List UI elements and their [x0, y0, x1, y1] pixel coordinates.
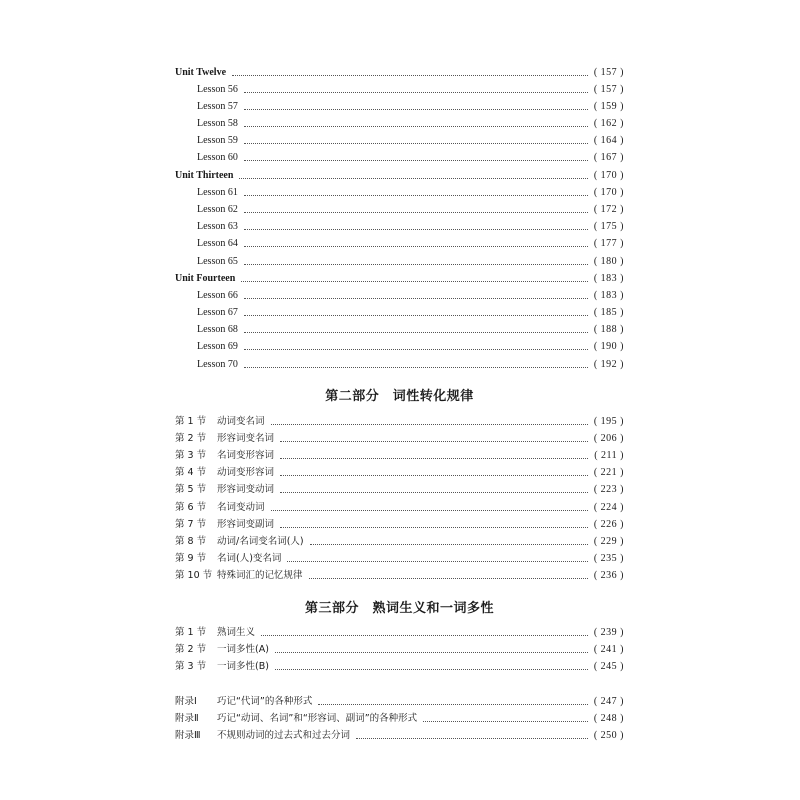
section-label: 第 10 节	[175, 570, 213, 581]
dot-leader	[244, 297, 588, 299]
section-title: 动词/名词变名词(人)	[217, 536, 304, 547]
toc-lesson-row	[175, 218, 624, 235]
toc-section-row	[175, 430, 624, 447]
toc-section-row	[175, 550, 624, 567]
dot-leader	[244, 211, 588, 213]
page-number: ( 188 )	[593, 324, 624, 335]
toc-lesson-row	[175, 132, 624, 149]
page-number: ( 236 )	[593, 570, 624, 581]
dot-leader	[244, 263, 588, 265]
page-number: ( 229 )	[593, 536, 624, 547]
toc-section-row	[175, 516, 624, 533]
dot-leader	[244, 91, 588, 93]
page-number: ( 180 )	[593, 256, 624, 267]
page-number: ( 211 )	[594, 450, 624, 461]
section-title: 名词(人)变名词	[217, 553, 282, 564]
part-heading: 第三部分 熟词生义和一词多性	[304, 601, 494, 616]
page-number: ( 224 )	[593, 502, 624, 513]
page-number: ( 170 )	[593, 170, 624, 181]
dot-leader	[309, 577, 588, 579]
toc-section-row	[175, 658, 624, 675]
toc-lesson-row	[175, 149, 624, 166]
dot-leader	[287, 560, 587, 562]
lesson-title: Lesson 70	[197, 359, 238, 370]
toc-appendix-row	[175, 710, 624, 727]
page-number: ( 226 )	[593, 519, 624, 530]
dot-leader	[280, 491, 588, 493]
section-title: 动词变名词	[217, 416, 265, 427]
lesson-title: Lesson 69	[197, 341, 238, 352]
page-number: ( 167 )	[593, 152, 624, 163]
toc-section-row	[175, 533, 624, 550]
lesson-title: Lesson 65	[197, 256, 238, 267]
appendix-title: 不规则动词的过去式和过去分词	[217, 730, 351, 741]
dot-leader	[244, 194, 588, 196]
page-number: ( 175 )	[593, 221, 624, 232]
appendix-title: 巧记“代词”的各种形式	[217, 696, 313, 707]
toc-lesson-row	[175, 338, 624, 355]
dot-leader	[244, 245, 588, 247]
unit-title: Unit Thirteen	[175, 170, 234, 181]
lesson-title: Lesson 62	[197, 204, 238, 215]
section-label: 第 1 节	[175, 627, 207, 638]
dot-leader	[280, 440, 588, 442]
toc-lesson-row	[175, 235, 624, 252]
section-label: 第 8 节	[175, 536, 207, 547]
lesson-title: Lesson 56	[197, 84, 238, 95]
dot-leader	[244, 331, 588, 333]
appendix-label: 附录Ⅲ	[175, 730, 201, 741]
dot-leader	[239, 177, 587, 179]
page-number: ( 159 )	[593, 101, 624, 112]
section-title: 一词多性(A)	[217, 644, 269, 655]
page-number: ( 172 )	[593, 204, 624, 215]
toc-section-row	[175, 567, 624, 584]
page-number: ( 183 )	[593, 273, 624, 284]
section-label: 第 9 节	[175, 553, 207, 564]
section-title: 动词变形容词	[217, 467, 275, 478]
dot-leader	[244, 125, 588, 127]
section-title: 熟词生义	[217, 627, 256, 638]
page-number: ( 162 )	[593, 118, 624, 129]
section-label: 第 3 节	[175, 450, 207, 461]
page-number: ( 248 )	[593, 713, 624, 724]
dot-leader	[244, 348, 588, 350]
section-title: 名词变动词	[217, 502, 265, 513]
toc-lesson-row	[175, 98, 624, 115]
dot-leader	[275, 651, 588, 653]
toc-unit-row	[175, 64, 624, 81]
toc-section-row	[175, 499, 624, 516]
dot-leader	[244, 159, 588, 161]
page-number: ( 190 )	[593, 341, 624, 352]
page-number: ( 170 )	[593, 187, 624, 198]
toc-section-row	[175, 481, 624, 498]
dot-leader	[244, 366, 588, 368]
section-label: 第 6 节	[175, 502, 207, 513]
dot-leader	[261, 634, 588, 636]
dot-leader	[244, 142, 588, 144]
page-number: ( 250 )	[593, 730, 624, 741]
toc-appendix-row	[175, 727, 624, 744]
dot-leader	[241, 280, 588, 282]
page-number: ( 245 )	[593, 661, 624, 672]
page-number: ( 157 )	[593, 67, 624, 78]
unit-title: Unit Fourteen	[175, 273, 236, 284]
toc-unit-row	[175, 167, 624, 184]
lesson-title: Lesson 63	[197, 221, 238, 232]
dot-leader	[271, 423, 588, 425]
toc-lesson-row	[175, 184, 624, 201]
dot-leader	[244, 314, 588, 316]
page-number: ( 235 )	[593, 553, 624, 564]
part-heading: 第二部分 词性转化规律	[325, 389, 474, 404]
page-number: ( 183 )	[593, 290, 624, 301]
toc-section-row	[175, 624, 624, 641]
lesson-title: Lesson 61	[197, 187, 238, 198]
page-number: ( 164 )	[593, 135, 624, 146]
page-number: ( 223 )	[593, 484, 624, 495]
page-number: ( 157 )	[593, 84, 624, 95]
lesson-title: Lesson 67	[197, 307, 238, 318]
appendix-label: 附录Ⅱ	[175, 713, 199, 724]
lesson-title: Lesson 64	[197, 238, 238, 249]
toc-unit-row	[175, 270, 624, 287]
toc-section-row	[175, 464, 624, 481]
section-label: 第 1 节	[175, 416, 207, 427]
section-label: 第 2 节	[175, 433, 207, 444]
toc-section-row	[175, 641, 624, 658]
dot-leader	[275, 668, 588, 670]
toc-lesson-row	[175, 115, 624, 132]
section-title: 形容词变副词	[217, 519, 275, 530]
lesson-title: Lesson 60	[197, 152, 238, 163]
page-number: ( 239 )	[593, 627, 624, 638]
toc-lesson-row	[175, 356, 624, 373]
page-number: ( 185 )	[593, 307, 624, 318]
dot-leader	[423, 720, 588, 722]
section-title: 一词多性(B)	[217, 661, 269, 672]
lesson-title: Lesson 68	[197, 324, 238, 335]
page-number: ( 247 )	[593, 696, 624, 707]
section-title: 名词变形容词	[217, 450, 275, 461]
unit-title: Unit Twelve	[175, 67, 227, 78]
lesson-title: Lesson 58	[197, 118, 238, 129]
section-title: 特殊词汇的记忆规律	[217, 570, 303, 581]
page-number: ( 192 )	[593, 359, 624, 370]
page-number: ( 177 )	[593, 238, 624, 249]
toc-appendix-row	[175, 693, 624, 710]
lesson-title: Lesson 57	[197, 101, 238, 112]
dot-leader	[280, 474, 588, 476]
section-label: 第 5 节	[175, 484, 207, 495]
toc-section-row	[175, 447, 624, 464]
appendix-title: 巧记“动词、名词”和“形容词、副词”的各种形式	[217, 713, 418, 724]
section-title: 形容词变名词	[217, 433, 275, 444]
dot-leader	[280, 526, 588, 528]
toc-lesson-row	[175, 321, 624, 338]
section-label: 第 2 节	[175, 644, 207, 655]
dot-leader	[244, 228, 588, 230]
page-number: ( 206 )	[593, 433, 624, 444]
dot-leader	[310, 543, 588, 545]
lesson-title: Lesson 66	[197, 290, 238, 301]
dot-leader	[318, 703, 587, 705]
section-label: 第 4 节	[175, 467, 207, 478]
toc-lesson-row	[175, 81, 624, 98]
page-number: ( 195 )	[593, 416, 624, 427]
toc-lesson-row	[175, 201, 624, 218]
appendix-label: 附录Ⅰ	[175, 696, 197, 707]
dot-leader	[356, 737, 588, 739]
toc-lesson-row	[175, 253, 624, 270]
dot-leader	[280, 457, 588, 459]
page-number: ( 241 )	[593, 644, 624, 655]
section-label: 第 7 节	[175, 519, 207, 530]
toc-lesson-row	[175, 287, 624, 304]
toc-section-row	[175, 413, 624, 430]
dot-leader	[271, 509, 588, 511]
toc-lesson-row	[175, 304, 624, 321]
lesson-title: Lesson 59	[197, 135, 238, 146]
section-title: 形容词变动词	[217, 484, 275, 495]
dot-leader	[244, 108, 588, 110]
page-number: ( 221 )	[593, 467, 624, 478]
section-label: 第 3 节	[175, 661, 207, 672]
dot-leader	[232, 74, 588, 76]
